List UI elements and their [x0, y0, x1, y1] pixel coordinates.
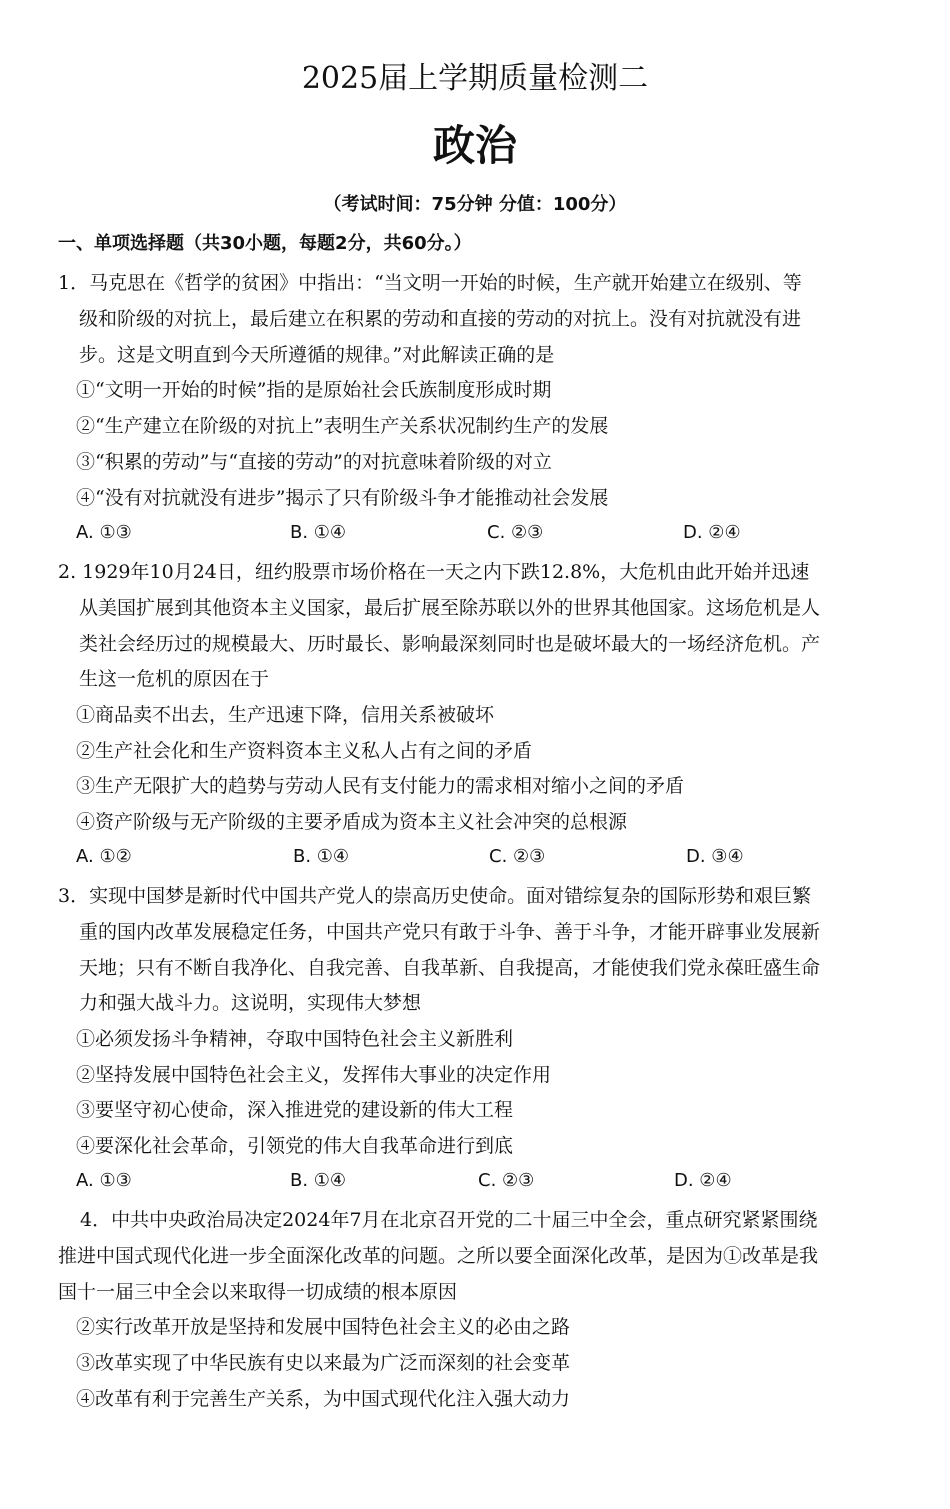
option-c: C. ②③	[489, 846, 546, 867]
question-stem-line: 步。这是文明直到今天所遵循的规律。”对此解读正确的是	[79, 344, 555, 366]
statement: ④要深化社会革命，引领党的伟大自我革命进行到底	[76, 1135, 514, 1157]
statement: ③改革实现了中华民族有史以来最为广泛而深刻的社会变革	[76, 1352, 571, 1374]
statement: ②生产社会化和生产资料资本主义私人占有之间的矛盾	[76, 740, 533, 762]
statement: ①必须发扬斗争精神，夺取中国特色社会主义新胜利	[76, 1028, 514, 1050]
exam-info: （考试时间：75分钟 分值：100分）	[323, 194, 627, 215]
option-b: B. ①④	[290, 522, 347, 543]
option-d: D. ③④	[686, 846, 744, 867]
statement: ③生产无限扩大的趋势与劳动人民有支付能力的需求相对缩小之间的矛盾	[76, 775, 685, 797]
question-stem-line: 类社会经历过的规模最大、历时最长、影响最深刻同时也是破坏最大的一场经济危机。产	[79, 633, 821, 655]
statement: ②实行改革开放是坚持和发展中国特色社会主义的必由之路	[76, 1316, 571, 1338]
statement: ②坚持发展中国特色社会主义，发挥伟大事业的决定作用	[76, 1064, 552, 1086]
option-c: C. ②③	[487, 522, 544, 543]
statement: ③“积累的劳动”与“直接的劳动”的对抗意味着阶级的对立	[76, 451, 552, 473]
question-stem-line: 2. 1929年10月24日，纽约股票市场价格在一天之内下跌12.8%，大危机由此开始并迅速	[58, 561, 810, 583]
question-stem-line: 生这一危机的原因在于	[79, 668, 270, 690]
question-stem-line: 4．中共中央政治局决定2024年7月在北京召开党的二十届三中全会，重点研究紧紧围绕	[80, 1209, 818, 1231]
exam-title: 2025届上学期质量检测二	[301, 61, 649, 96]
question-stem-line: 3．实现中国梦是新时代中国共产党人的崇高历史使命。面对错综复杂的国际形势和艰巨繁	[58, 885, 812, 907]
option-b: B. ①④	[290, 1170, 347, 1191]
question-stem-line: 从美国扩展到其他资本主义国家，最后扩展至除苏联以外的世界其他国家。这场危机是人	[79, 597, 821, 619]
question-stem-line: 重的国内改革发展稳定任务，中国共产党只有敢于斗争、善于斗争，才能开辟事业发展新	[79, 921, 821, 943]
option-d: D. ②④	[683, 522, 741, 543]
option-a: A. ①②	[76, 846, 132, 867]
option-c: C. ②③	[478, 1170, 535, 1191]
question-stem-line: 国十一届三中全会以来取得一切成绩的根本原因	[58, 1281, 458, 1303]
option-b: B. ①④	[293, 846, 350, 867]
statement: ①“文明一开始的时候”指的是原始社会氏族制度形成时期	[76, 379, 552, 401]
option-a: A. ①③	[76, 522, 132, 543]
subject-title: 政治	[432, 121, 517, 170]
statement: ②“生产建立在阶级的对抗上”表明生产关系状况制约生产的发展	[76, 415, 609, 437]
option-d: D. ②④	[674, 1170, 732, 1191]
question-stem-line: 天地；只有不断自我净化、自我完善、自我革新、自我提高，才能使我们党永葆旺盛生命	[79, 957, 821, 979]
section-heading: 一、单项选择题（共30小题，每题2分，共60分。）	[58, 233, 472, 254]
question-stem-line: 1．马克思在《哲学的贫困》中指出：“当文明一开始的时候，生产就开始建立在级别、等	[58, 272, 802, 294]
statement: ④“没有对抗就没有进步”揭示了只有阶级斗争才能推动社会发展	[76, 487, 609, 509]
statement: ③要坚守初心使命，深入推进党的建设新的伟大工程	[76, 1099, 514, 1121]
question-stem-line: 推进中国式现代化进一步全面深化改革的问题。之所以要全面深化改革，是因为①改革是我	[58, 1245, 819, 1267]
option-a: A. ①③	[76, 1170, 132, 1191]
statement: ①商品卖不出去，生产迅速下降，信用关系被破坏	[76, 704, 495, 726]
statement: ④资产阶级与无产阶级的主要矛盾成为资本主义社会冲突的总根源	[76, 811, 628, 833]
question-stem-line: 力和强大战斗力。这说明，实现伟大梦想	[79, 992, 422, 1014]
statement: ④改革有利于完善生产关系，为中国式现代化注入强大动力	[76, 1388, 571, 1410]
question-stem-line: 级和阶级的对抗上，最后建立在积累的劳动和直接的劳动的对抗上。没有对抗就没有进	[79, 308, 802, 330]
